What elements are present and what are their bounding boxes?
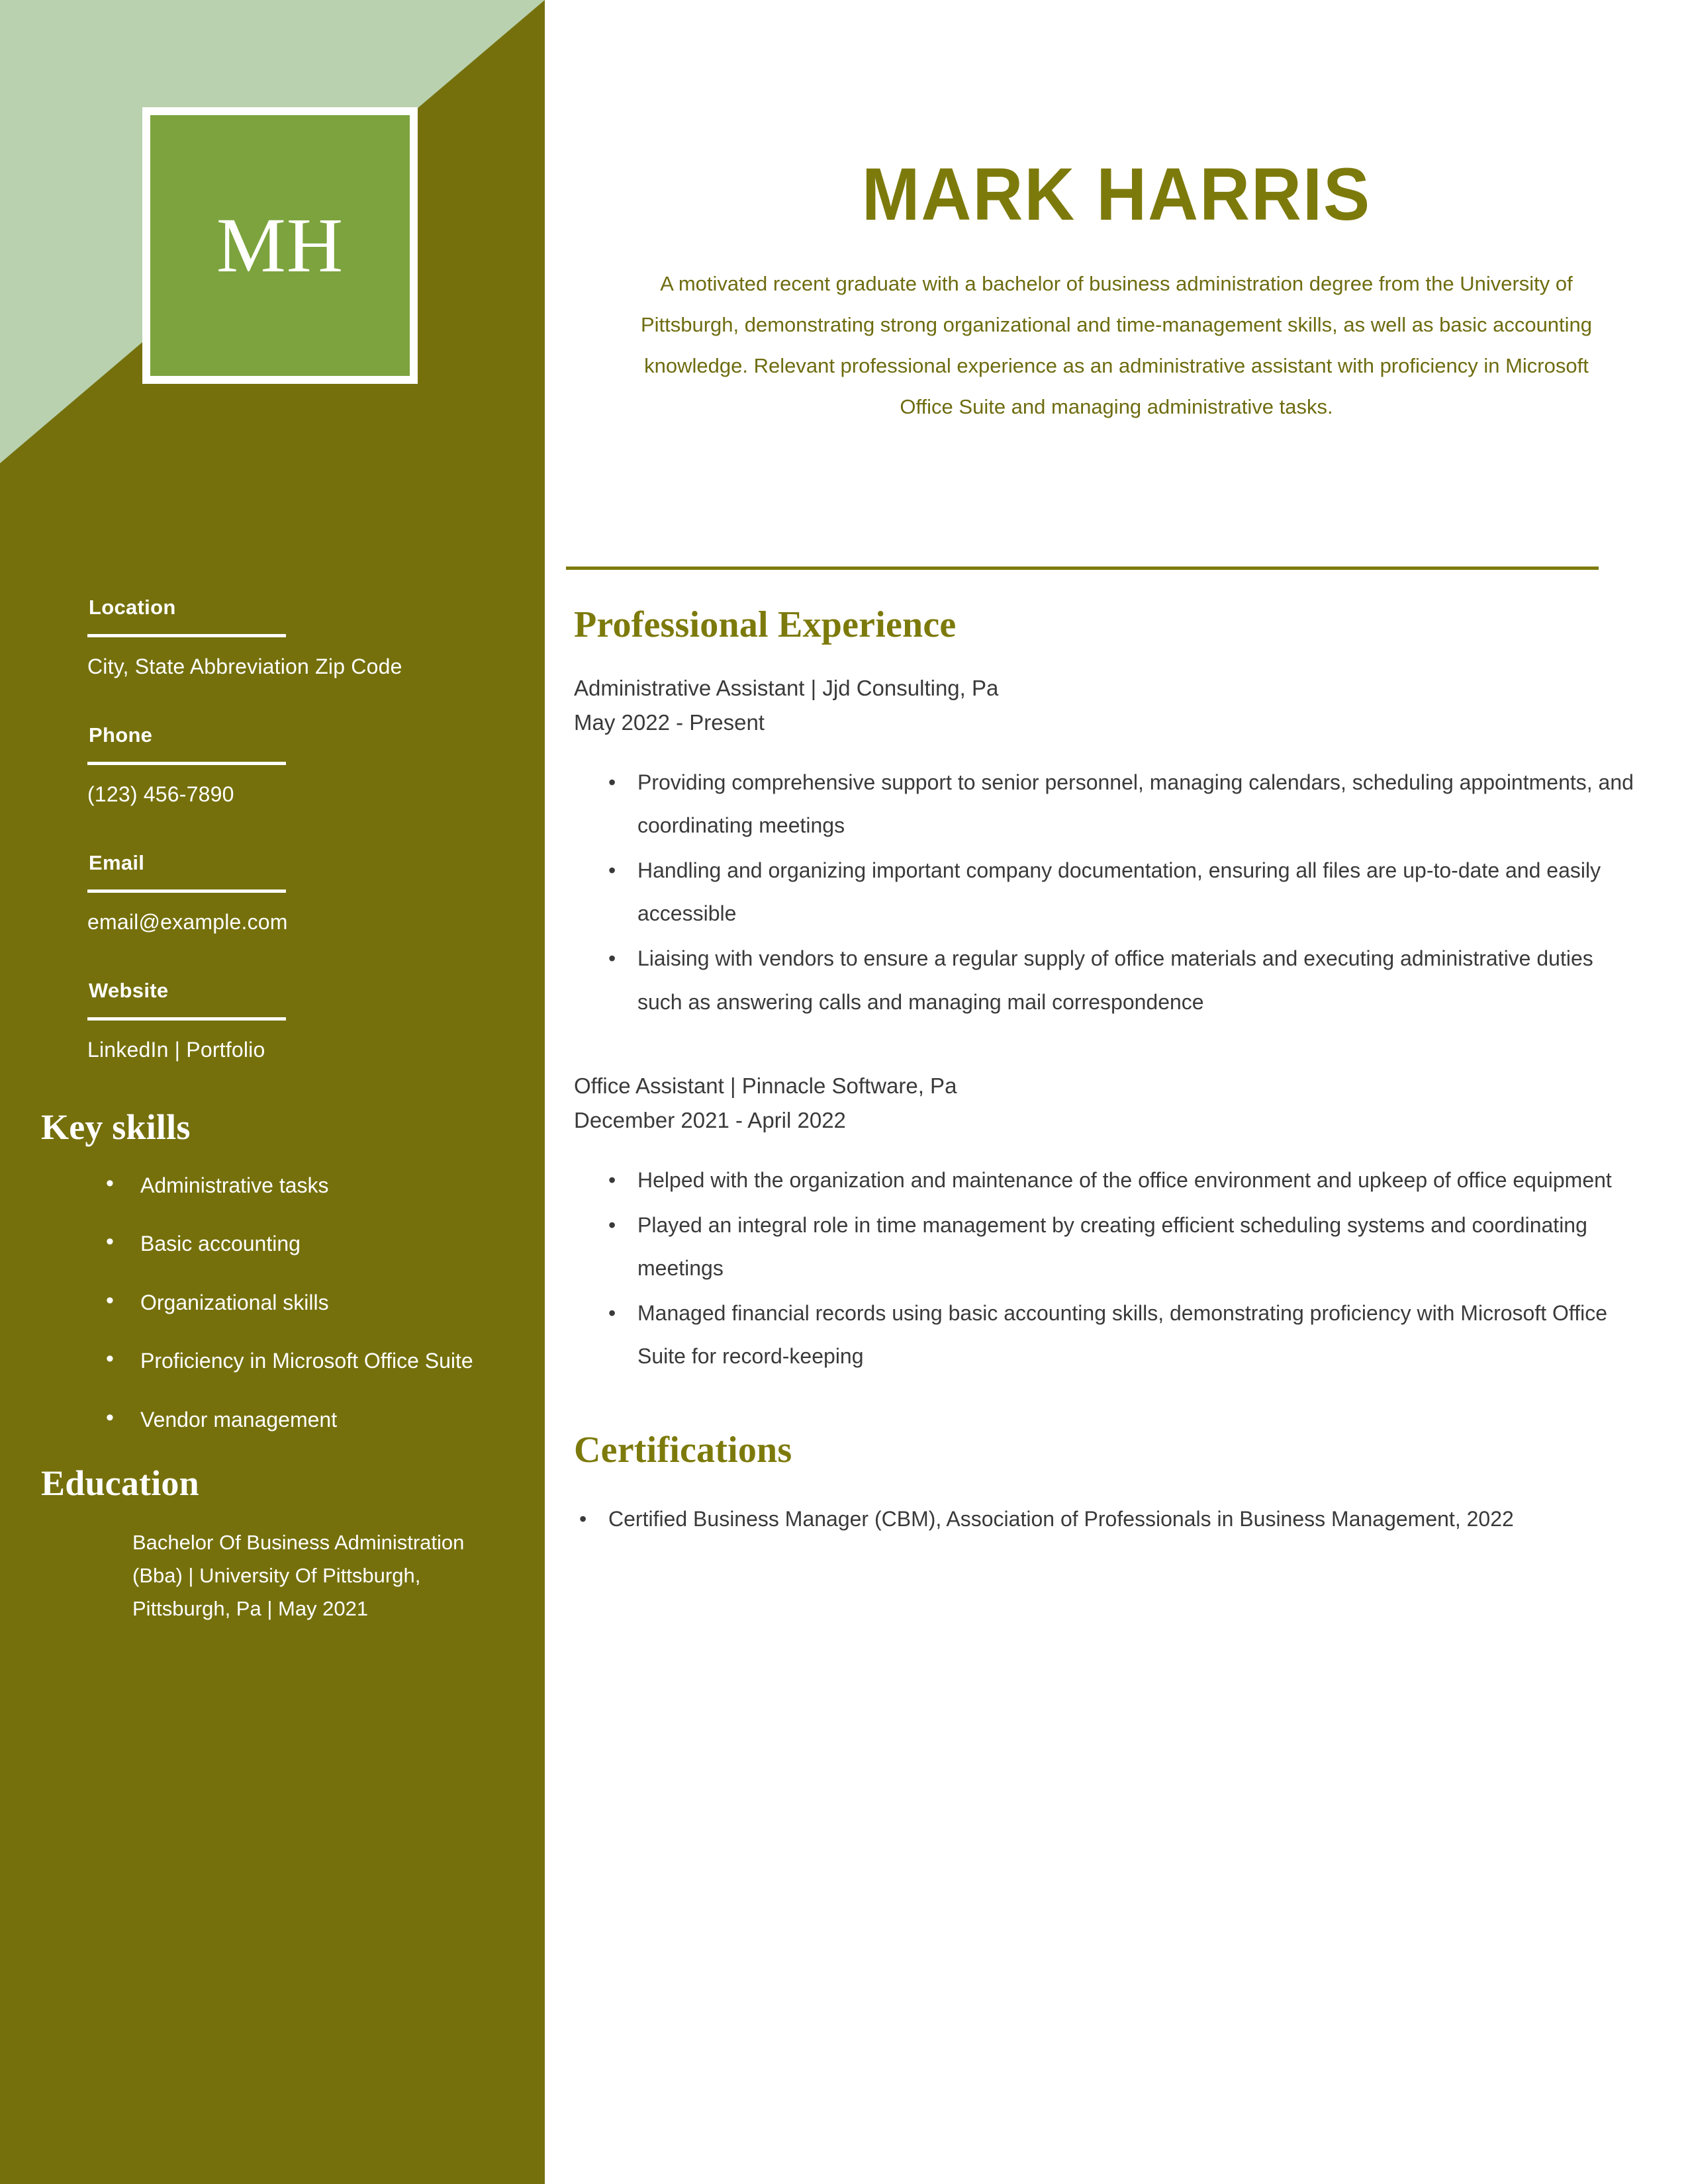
main-column <box>545 0 1688 2184</box>
sidebar-content <box>0 596 545 1626</box>
contact-label-website: Website <box>89 979 169 1002</box>
key-skill-item: • Basic accounting <box>106 1228 505 1259</box>
education-entry: Bachelor Of Business Administration (Bba) | University Of Pittsburgh, Pittsburgh, Pa | May 2021 <box>132 1530 465 1621</box>
job-bullet: • Helped with the organization and maintenance of the office environment and upkeep of office equipment <box>606 1159 1635 1203</box>
contact-item-email <box>87 851 498 935</box>
candidate-name: MARK HARRIS <box>861 153 1372 236</box>
education-block <box>0 1526 545 1626</box>
contact-block <box>0 596 545 1063</box>
contact-value-location: City, State Abbreviation Zip Code <box>87 655 402 678</box>
monogram-badge <box>142 107 418 384</box>
contact-rule-email <box>87 889 286 893</box>
contact-rule-phone <box>87 762 286 765</box>
education-heading: Education <box>41 1463 199 1503</box>
contact-rule-location <box>87 634 286 637</box>
contact-value-website[interactable]: LinkedIn | Portfolio <box>87 1038 265 1062</box>
monogram-initials: MH <box>216 202 344 289</box>
header-divider <box>566 567 1599 570</box>
job-bullets <box>574 1159 1688 1379</box>
contact-item-website <box>87 979 498 1063</box>
contact-value-email[interactable]: email@example.com <box>87 910 288 934</box>
key-skills-list <box>0 1170 545 1435</box>
contact-label-phone: Phone <box>89 723 153 747</box>
experience-entry-1 <box>574 672 1688 1024</box>
contact-rule-website <box>87 1017 286 1021</box>
job-bullet: • Played an integral role in time management by creating efficient scheduling systems and coordinating meetings <box>606 1204 1635 1291</box>
main-body <box>545 604 1688 1543</box>
experience-entry-2 <box>574 1070 1688 1379</box>
job-bullet: • Liaising with vendors to ensure a regular supply of office materials and executing administrative duties such as answering calls and managing mail correspondence <box>606 937 1635 1024</box>
certifications-list <box>545 1498 1688 1541</box>
professional-summary: A motivated recent graduate with a bachelor of business administration degree from the University of Pittsburgh, demonstrating strong organizational and time-management skills, as well as basic accounting knowledge. Relevant professional experience as an administrative assistant with proficiency in Microsoft Office Suite and managing administrative tasks. <box>640 272 1593 418</box>
job-title: Administrative Assistant | Jjd Consulting, Pa <box>574 676 999 700</box>
key-skills-heading: Key skills <box>41 1107 191 1147</box>
job-dates: December 2021 - April 2022 <box>574 1108 846 1133</box>
job-bullet: • Handling and organizing important company documentation, ensuring all files are up-to-date and easily accessible <box>606 849 1635 936</box>
job-bullet: • Managed financial records using basic accounting skills, demonstrating proficiency with Microsoft Office Suite for record-keeping <box>606 1292 1635 1379</box>
contact-item-phone <box>87 723 498 807</box>
sidebar <box>0 0 545 2184</box>
contact-label-location: Location <box>89 596 176 619</box>
key-skill-item: • Administrative tasks <box>106 1170 505 1201</box>
job-dates: May 2022 - Present <box>574 709 765 735</box>
job-bullets <box>574 761 1688 1024</box>
monogram-inner-square <box>150 115 410 376</box>
key-skill-item: • Organizational skills <box>106 1287 505 1318</box>
spacer <box>545 1380 1688 1429</box>
job-bullet: • Providing comprehensive support to senior personnel, managing calendars, scheduling appointments, and coordinating meetings <box>606 761 1635 848</box>
key-skill-item: • Proficiency in Microsoft Office Suite <box>106 1345 505 1376</box>
certification-item: • Certified Business Manager (CBM), Association of Professionals in Business Management, 2022 <box>577 1498 1635 1541</box>
spacer <box>545 1025 1688 1070</box>
certifications-heading: Certifications <box>574 1429 792 1471</box>
contact-label-email: Email <box>89 851 145 874</box>
contact-item-location <box>87 596 498 680</box>
job-title: Office Assistant | Pinnacle Software, Pa <box>574 1073 957 1099</box>
experience-heading: Professional Experience <box>574 604 957 645</box>
contact-value-phone: (123) 456-7890 <box>87 782 234 806</box>
key-skill-item: • Vendor management <box>106 1404 505 1435</box>
